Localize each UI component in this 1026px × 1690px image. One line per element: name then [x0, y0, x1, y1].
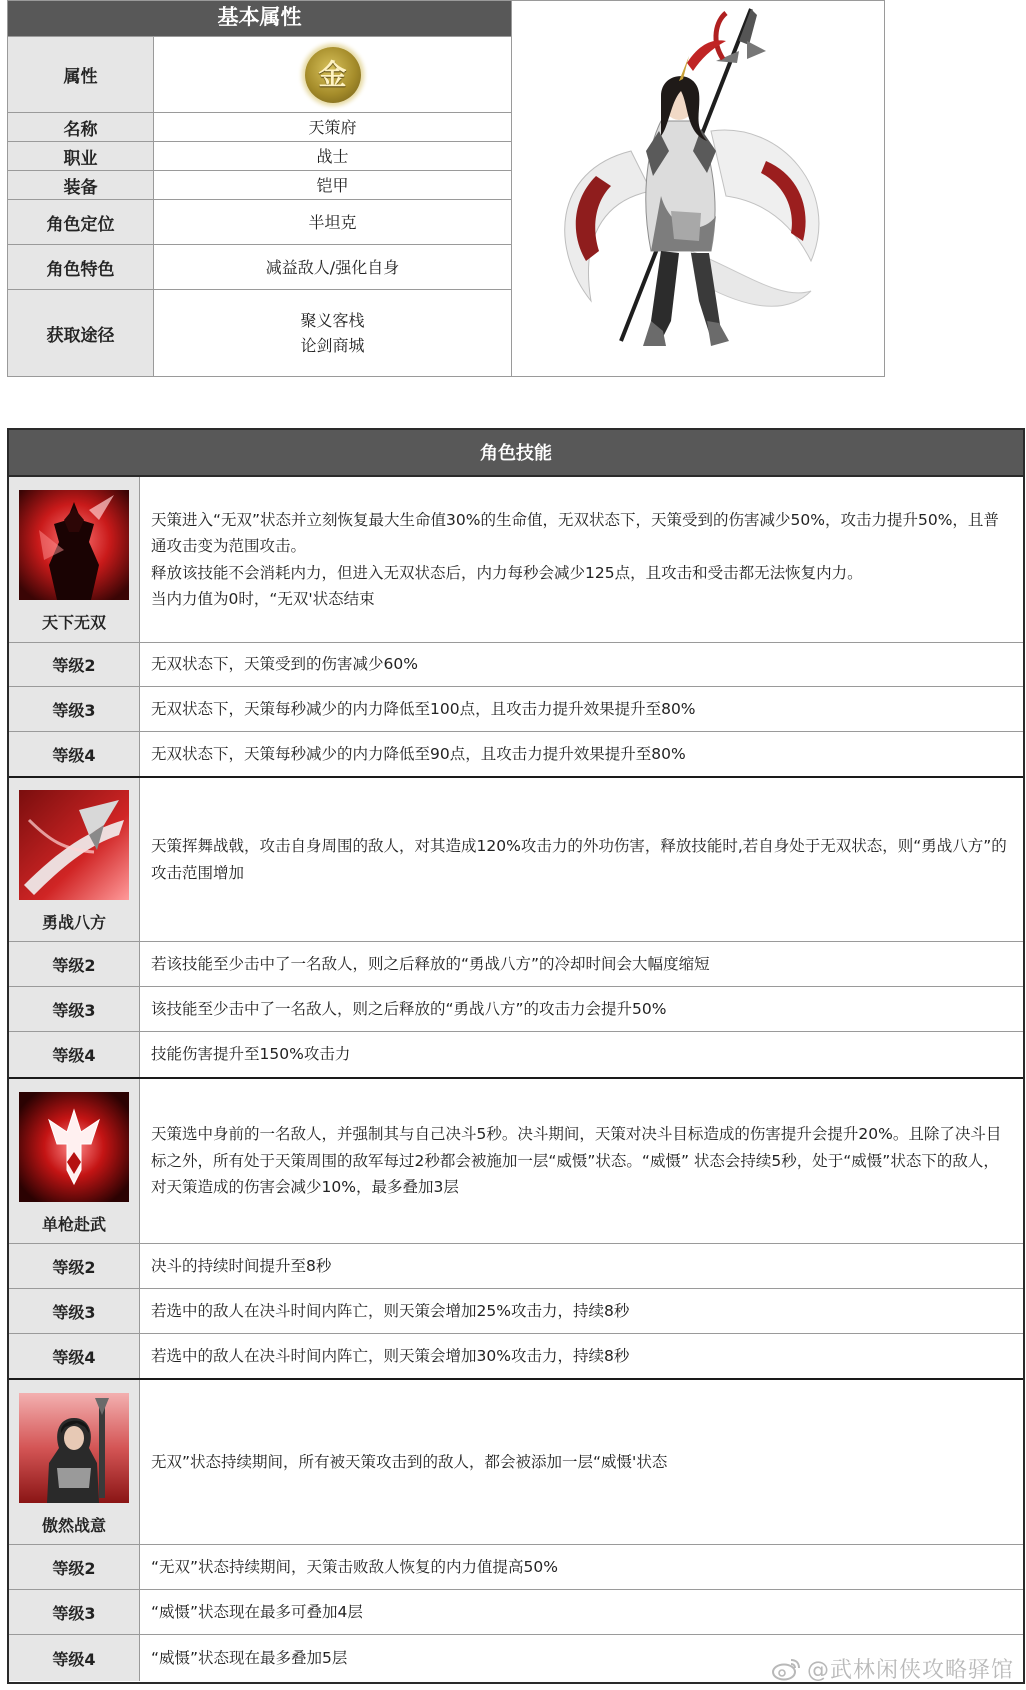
character-portrait	[511, 1, 884, 376]
attr-label: 职业	[8, 142, 154, 170]
level-label: 等级4	[9, 1635, 140, 1681]
skill-level-row	[9, 941, 1023, 986]
level-label: 等级2	[9, 1244, 140, 1288]
attr-label: 角色特色	[8, 245, 154, 289]
attr-value: 聚义客栈 论剑商城	[300, 311, 365, 355]
attr-row-equipment	[8, 170, 511, 199]
skill-block	[9, 477, 1023, 776]
level-label: 等级4	[9, 1032, 140, 1077]
level-label: 等级3	[9, 687, 140, 731]
level-label: 等级3	[9, 987, 140, 1031]
armored-warrior-icon	[19, 1393, 129, 1503]
level-description: 无双状态下，天策受到的伤害减少60%	[151, 655, 418, 674]
character-portrait-image	[511, 1, 884, 376]
skill-main-row	[9, 1079, 1023, 1243]
level-description: 该技能至少击中了一名敌人，则之后释放的“勇战八方”的攻击力会提升50%	[151, 999, 667, 1018]
attr-row-name	[8, 112, 511, 141]
skill-level-row	[9, 1031, 1023, 1077]
weibo-logo-icon	[771, 1657, 801, 1681]
level-description: “无双”状态持续期间，天策击败敌人恢复的内力值提高50%	[151, 1557, 559, 1576]
attr-value: 天策府	[308, 117, 357, 137]
basic-attributes-header: 基本属性	[8, 1, 511, 36]
skill-level-row	[9, 686, 1023, 731]
halberd-sweep-icon	[19, 790, 129, 900]
level-description: “威慑”状态现在最多叠加5层	[151, 1648, 348, 1667]
skill-level-row	[9, 731, 1023, 776]
attr-row-role	[8, 199, 511, 244]
skill-block	[9, 776, 1023, 1077]
basic-attributes-list	[8, 1, 512, 376]
skill-level-row	[9, 1288, 1023, 1333]
basic-attributes-table	[7, 0, 885, 377]
skill-level-row	[9, 986, 1023, 1031]
level-description: 若选中的敌人在决斗时间内阵亡，则天策会增加30%攻击力，持续8秒	[151, 1346, 630, 1365]
attr-row-source	[8, 289, 511, 376]
skill-level-row	[9, 1544, 1023, 1589]
skill-main-row	[9, 1380, 1023, 1544]
attr-row-element	[8, 36, 511, 112]
attr-label: 名称	[8, 113, 154, 141]
skill-name: 天下无双	[41, 613, 106, 632]
skill-block	[9, 1077, 1023, 1378]
skill-level-row	[9, 1589, 1023, 1634]
watermark	[771, 1653, 1014, 1684]
skill-level-row	[9, 1333, 1023, 1378]
watermark-text: @武林闲侠攻略驿馆	[806, 1658, 1014, 1683]
attr-label: 属性	[8, 37, 154, 112]
skill-description: 天策进入“无双”状态并立刻恢复最大生命值30%的生命值，无双状态下，天策受到的伤害减少50%，攻击力提升50%，且普通攻击变为范围攻击。 释放该技能不会消耗内力，但进入无双状态后，内力每秒会减少125点，且攻击和受击都无法恢复内力。 当内力值为0时，“无双'状态结束	[151, 510, 999, 608]
attr-value: 减益敌人/强化自身	[265, 257, 400, 277]
attr-value: 半坦克	[308, 212, 357, 232]
level-label: 等级3	[9, 1590, 140, 1634]
skill-block	[9, 1378, 1023, 1681]
skill-level-row	[9, 642, 1023, 686]
skill-name: 勇战八方	[41, 913, 106, 932]
level-description: 技能伤害提升至150%攻击力	[151, 1045, 351, 1064]
attr-label: 获取途径	[8, 290, 154, 376]
skills-table	[7, 428, 1025, 1684]
skill-warrior-icon	[19, 490, 129, 600]
skill-main-row	[9, 477, 1023, 642]
level-description: “威慑”状态现在最多可叠加4层	[151, 1602, 363, 1621]
level-label: 等级4	[9, 732, 140, 776]
attr-value: 战士	[316, 146, 349, 166]
attr-row-feature	[8, 244, 511, 289]
skill-main-row	[9, 778, 1023, 941]
level-label: 等级2	[9, 942, 140, 986]
level-label: 等级3	[9, 1289, 140, 1333]
level-label: 等级2	[9, 1545, 140, 1589]
trident-emblem-icon	[19, 1092, 129, 1202]
level-label: 等级4	[9, 1334, 140, 1378]
level-description: 若选中的敌人在决斗时间内阵亡，则天策会增加25%攻击力，持续8秒	[151, 1301, 630, 1320]
skill-description: 无双”状态持续期间，所有被天策攻击到的敌人，都会被添加一层“威慑'状态	[151, 1452, 668, 1471]
metal-element-icon: 金	[305, 47, 361, 103]
level-description: 无双状态下，天策每秒减少的内力降低至90点，且攻击力提升效果提升至80%	[151, 744, 686, 763]
level-description: 若该技能至少击中了一名敌人，则之后释放的“勇战八方”的冷却时间会大幅度缩短	[151, 954, 710, 973]
attr-label: 装备	[8, 171, 154, 199]
attr-label: 角色定位	[8, 200, 154, 244]
skill-level-row	[9, 1243, 1023, 1288]
attr-value: 铠甲	[316, 175, 349, 195]
skill-description: 天策选中身前的一名敌人，并强制其与自己决斗5秒。决斗期间，天策对决斗目标造成的伤害提升会提升20%。且除了决斗目标之外，所有处于天策周围的敌军每过2秒都会被施加一层“威慑”状态。“威慑” 状态会持续5秒，处于“威慑”状态下的敌人，对天策造成的伤害会减少10%，最多叠加3层	[151, 1125, 1002, 1197]
level-description: 决斗的持续时间提升至8秒	[151, 1256, 332, 1275]
skills-header: 角色技能	[9, 430, 1023, 477]
skill-name: 傲然战意	[41, 1515, 106, 1535]
level-label: 等级2	[9, 643, 140, 686]
level-description: 无双状态下，天策每秒减少的内力降低至100点，且攻击力提升效果提升至80%	[151, 699, 696, 718]
attr-row-class	[8, 141, 511, 170]
skill-description: 天策挥舞战戟，攻击自身周围的敌人，对其造成120%攻击力的外功伤害，释放技能时,若自身处于无双状态，则“勇战八方”的攻击范围增加	[151, 837, 1007, 882]
skill-name: 单枪赴武	[41, 1214, 106, 1234]
